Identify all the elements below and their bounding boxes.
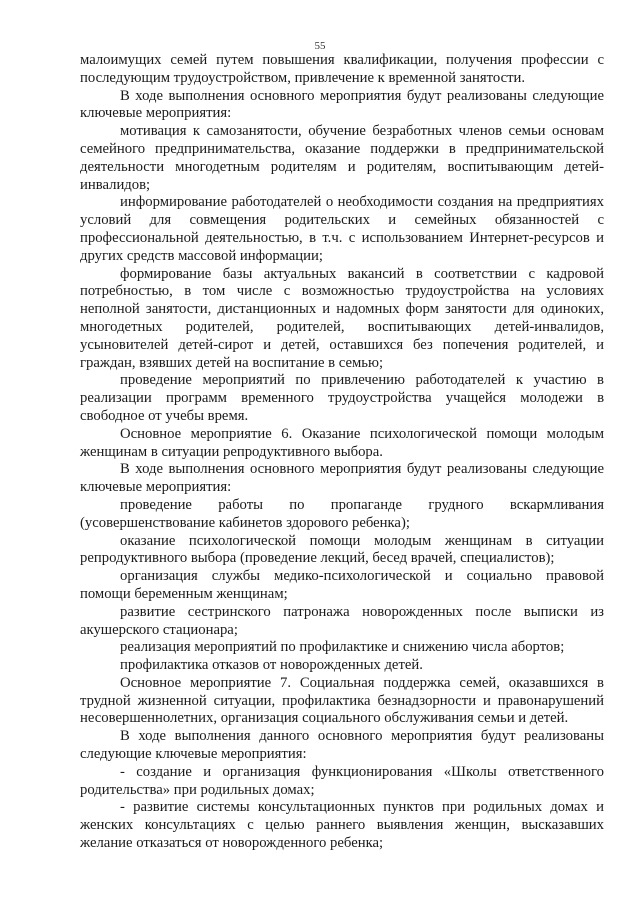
page-number: 55	[314, 40, 326, 52]
paragraph: развитие сестринского патронажа новорожденных после выписки из акушерского стационара;	[80, 603, 604, 638]
paragraph: малоимущих семей путем повышения квалификации, получения профессии с последующим трудоустройством, привлечение к временной занятости.	[80, 52, 604, 86]
paragraph: - создание и организация функционирования «Школы ответственного родительства» при родильных домах;	[80, 763, 604, 798]
paragraph: формирование базы актуальных вакансий в соответствии с кадровой потребностью, в том числе с возможностью трудоустройства на условиях неполной занятости, дистанционных и надомных форм занятости для одиноких, многодетных родителей, родителей, воспитывающих детей-инвалидов, усыновителей детей-сирот и детей, оставшихся без попечения родителей, и граждан, взявших детей на воспитание в семью;	[80, 265, 604, 371]
paragraph: В ходе выполнения данного основного мероприятия будут реализованы следующие ключевые мероприятия:	[80, 728, 604, 763]
paragraph: информирование работодателей о необходимости создания на предприятиях условий для совмещения родительских и семейных обязанностей с профессиональной деятельностью, в т.ч. с использованием Интернет-ресурсов и других средств массовой информации;	[80, 194, 604, 264]
paragraph: проведение работы по пропаганде грудного вскармливания (усовершенствование кабинетов здорового ребенка);	[80, 496, 604, 531]
paragraph: проведение мероприятий по привлечению работодателей к участию в реализации программ временного трудоустройства учащейся молодежи в свободное от учебы время.	[80, 372, 604, 424]
paragraph: мотивация к самозанятости, обучение безработных членов семьи основам семейного предпринимательства, оказание поддержки в предпринимательской деятельности многодетным родителям и родителям, воспитывающим детей-инвалидов;	[80, 123, 604, 193]
paragraph: В ходе выполнения основного мероприятия будут реализованы следующие ключевые мероприятия:	[80, 87, 604, 122]
paragraph: оказание психологической помощи молодым женщинам в ситуации репродуктивного выбора (проведение лекций, бесед врачей, специалистов);	[80, 532, 604, 567]
document-body	[80, 52, 604, 853]
paragraph: организация службы медико-психологической и социально правовой помощи беременным женщинам;	[80, 568, 604, 602]
paragraph: Основное мероприятие 6. Оказание психологической помощи молодым женщинам в ситуации репродуктивного выбора.	[80, 425, 604, 460]
paragraph: Основное мероприятие 7. Социальная поддержка семей, оказавшихся в трудной жизненной ситуации, профилактика безнадзорности и правонарушений несовершеннолетних, организация социального обслуживания семьи и детей.	[80, 674, 604, 727]
paragraph: реализация мероприятий по профилактике и снижению числа абортов;	[120, 639, 565, 656]
paragraph: В ходе выполнения основного мероприятия будут реализованы следующие ключевые мероприятия:	[80, 461, 604, 496]
paragraph: - развитие системы консультационных пунктов при родильных домах и женских консультациях с целью раннего выявления женщин, высказавших желание отказаться от новорожденного ребенка;	[80, 799, 604, 852]
paragraph: профилактика отказов от новорожденных детей.	[120, 657, 423, 674]
